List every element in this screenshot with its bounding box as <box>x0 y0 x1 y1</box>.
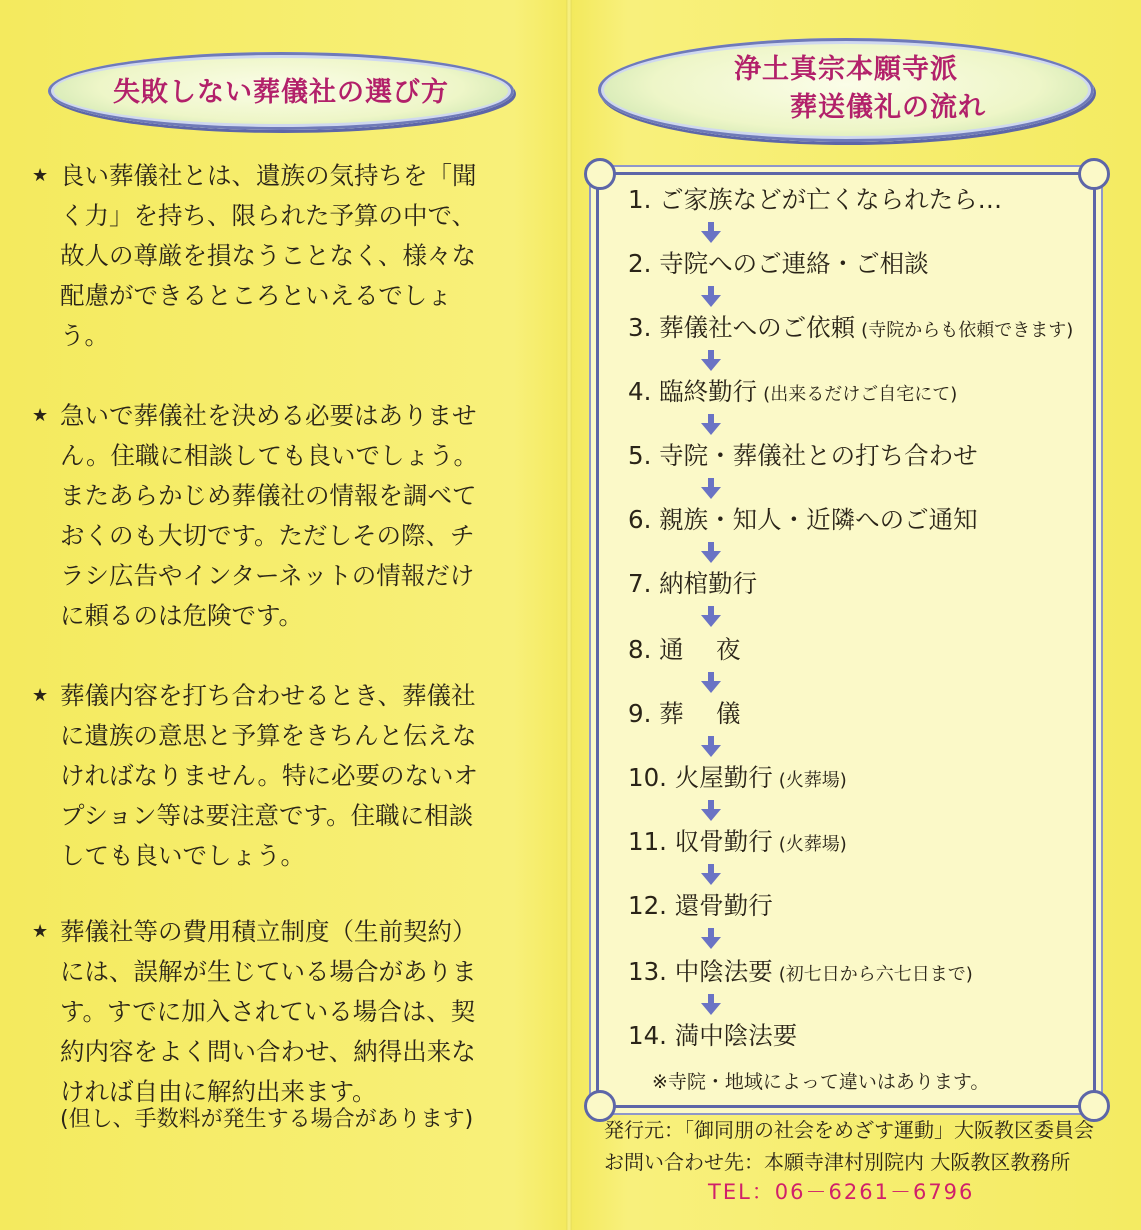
phone-number: TEL：06－6261－6796 <box>708 1180 975 1204</box>
contact-line: お問い合わせ先：本願寺津村別院内 大阪教区教務所 <box>604 1150 1071 1174</box>
text-line: またあらかじめ葬儀社の情報を調べて <box>60 481 477 510</box>
fee-note: (但し、手数料が発生する場合があります) <box>60 1107 474 1132</box>
down-arrow-icon <box>701 222 721 244</box>
flow-step-13: 13. 中陰法要 (初七日から六七日まで) <box>628 957 973 986</box>
right-title-line-1: 浄土真宗本願寺派 <box>734 54 958 85</box>
advice-paragraph-3 <box>32 676 532 876</box>
text-line: には、誤解が生じている場合がありま <box>60 957 477 986</box>
advice-paragraph-1 <box>32 156 532 356</box>
star-bullet-icon: ★ <box>32 165 49 186</box>
flow-step-7: 7. 納棺勤行 <box>628 569 758 598</box>
text-line: ラシ広告やインターネットの情報だけ <box>60 561 475 590</box>
down-arrow-icon <box>701 800 721 822</box>
flow-step-12: 12. 還骨勤行 <box>628 891 773 920</box>
flow-step-9: 9. 葬 儀 <box>628 699 741 728</box>
text-line: 急いで葬儀社を決める必要はありませ <box>60 401 477 430</box>
flow-step-5: 5. 寺院・葬儀社との打ち合わせ <box>628 441 978 470</box>
text-line: に頼るのは危険です。 <box>60 601 304 630</box>
right-title-line-2: 葬送儀礼の流れ <box>790 92 986 123</box>
text-line: 葬儀社等の費用積立制度（生前契約） <box>60 917 477 946</box>
text-line: 故人の尊厳を損なうことなく、様々な <box>60 241 477 270</box>
down-arrow-icon <box>701 928 721 950</box>
flow-step-14: 14. 満中陰法要 <box>628 1021 798 1050</box>
flow-step-6: 6. 親族・知人・近隣へのご通知 <box>628 505 978 534</box>
down-arrow-icon <box>701 350 721 372</box>
flow-step-11: 11. 収骨勤行 (火葬場) <box>628 827 847 856</box>
text-line: ん。住職に相談しても良いでしょう。 <box>60 441 478 470</box>
corner-ornament-icon <box>1078 158 1110 190</box>
down-arrow-icon <box>701 478 721 500</box>
advice-paragraph-4 <box>32 912 532 1112</box>
flow-step-1: 1. ご家族などが亡くなられたら… <box>628 185 1003 214</box>
down-arrow-icon <box>701 994 721 1016</box>
text-line: しても良いでしょう。 <box>60 841 305 870</box>
left-title: 失敗しない葬儀社の選び方 <box>113 77 449 108</box>
text-line: ければなりません。特に必要のないオ <box>60 761 478 790</box>
text-line: く力」を持ち、限られた予算の中で、 <box>60 201 477 230</box>
down-arrow-icon <box>701 864 721 886</box>
text-line: おくのも大切です。ただしその際、チ <box>60 521 475 550</box>
star-bullet-icon: ★ <box>32 685 49 706</box>
text-line: 良い葬儀社とは、遺族の気持ちを「聞 <box>60 161 477 190</box>
corner-ornament-icon <box>584 158 616 190</box>
text-line: 配慮ができるところといえるでしょ <box>60 281 452 310</box>
star-bullet-icon: ★ <box>32 921 49 942</box>
flow-step-10: 10. 火屋勤行 (火葬場) <box>628 763 847 792</box>
text-line: ければ自由に解約出来ます。 <box>60 1077 377 1106</box>
flow-step-8: 8. 通 夜 <box>628 635 741 664</box>
text-line: す。すでに加入されている場合は、契 <box>60 997 476 1026</box>
flow-step-4: 4. 臨終勤行 (出来るだけご自宅にて) <box>628 377 958 406</box>
left-title-banner <box>48 52 514 130</box>
text-line: 約内容をよく問い合わせ、納得出来な <box>60 1037 476 1066</box>
down-arrow-icon <box>701 542 721 564</box>
star-bullet-icon: ★ <box>32 405 49 426</box>
text-line: に遺族の意思と予算をきちんと伝えな <box>60 721 477 750</box>
publisher-line: 発行元：「御同朋の社会をめざす運動」大阪教区委員会 <box>604 1118 1094 1142</box>
page-fold <box>566 0 572 1230</box>
text-line: プション等は要注意です。住職に相談 <box>60 801 474 830</box>
flow-step-3: 3. 葬儀社へのご依頼 (寺院からも依頼できます) <box>628 313 1074 342</box>
down-arrow-icon <box>701 286 721 308</box>
text-line: 葬儀内容を打ち合わせるとき、葬儀社 <box>60 681 476 710</box>
down-arrow-icon <box>701 736 721 758</box>
flow-step-2: 2. 寺院へのご連絡・ご相談 <box>628 249 929 278</box>
down-arrow-icon <box>701 672 721 694</box>
down-arrow-icon <box>701 606 721 628</box>
down-arrow-icon <box>701 414 721 436</box>
advice-paragraph-2 <box>32 396 532 636</box>
flow-note: ※寺院・地域によって違いはあります。 <box>652 1071 990 1093</box>
right-title-banner <box>598 38 1094 142</box>
text-line: う。 <box>60 321 109 350</box>
